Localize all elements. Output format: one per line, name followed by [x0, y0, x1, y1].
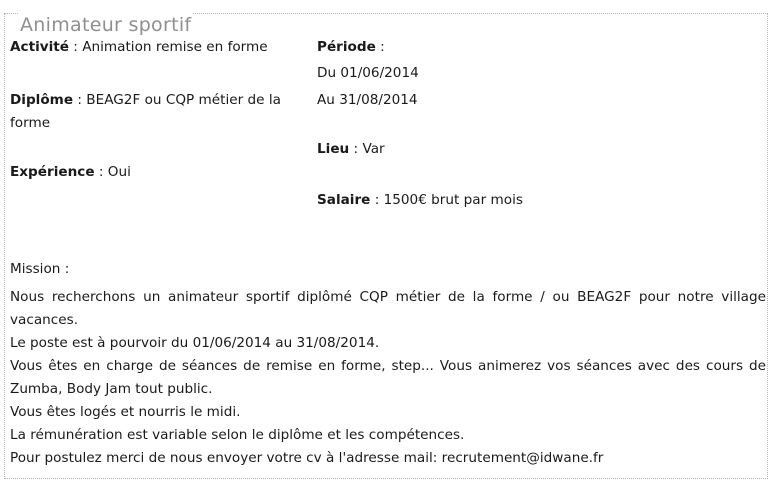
diplome-value-line1: : BEAG2F ou CQP métier de la	[73, 92, 281, 108]
diplome-label: Diplôme	[10, 92, 74, 108]
salaire-value: : 1500€ brut par mois	[370, 192, 523, 208]
mission-paragraph: La rémunération est variable selon le diplôme et les compétences.	[10, 427, 465, 443]
job-title: Animateur sportif	[20, 14, 192, 36]
lieu-value: : Var	[349, 141, 385, 157]
salaire-row	[317, 189, 523, 212]
salaire-label: Salaire	[317, 192, 371, 208]
mission-paragraph: Vous êtes logés et nourris le midi.	[10, 404, 241, 420]
mission-paragraph: Nous recherchons un animateur sportif diplômé CQP métier de la forme / ou BEAG2F pour notre village vacances.	[10, 289, 766, 328]
activite-row	[10, 36, 268, 59]
diplome-row	[10, 89, 281, 112]
experience-label: Expérience	[10, 164, 95, 180]
lieu-row	[317, 138, 385, 161]
lieu-label: Lieu	[317, 141, 350, 157]
activite-label: Activité	[10, 39, 69, 55]
periode-suffix: :	[375, 39, 385, 55]
experience-value: : Oui	[94, 164, 131, 180]
periode-to: Au 31/08/2014	[317, 92, 418, 108]
mission-paragraph: Vous êtes en charge de séances de remise en forme, step... Vous animerez vos séances avec des cours de Zumba, Body Jam tout public.	[10, 358, 766, 397]
diplome-value-line2: forme	[10, 115, 51, 131]
mission-paragraph: Pour postulez merci de nous envoyer votre cv à l'adresse mail: recrutement@idwane.fr	[10, 450, 604, 466]
activite-value: : Animation remise en forme	[68, 39, 268, 55]
periode-from: Du 01/06/2014	[317, 65, 419, 81]
periode-label: Période	[317, 39, 376, 55]
mission-paragraph: Le poste est à pourvoir du 01/06/2014 au 31/08/2014.	[10, 335, 380, 351]
mission-body	[10, 286, 766, 470]
periode-row	[317, 36, 385, 59]
mission-heading: Mission :	[10, 261, 70, 277]
experience-row	[10, 161, 131, 184]
